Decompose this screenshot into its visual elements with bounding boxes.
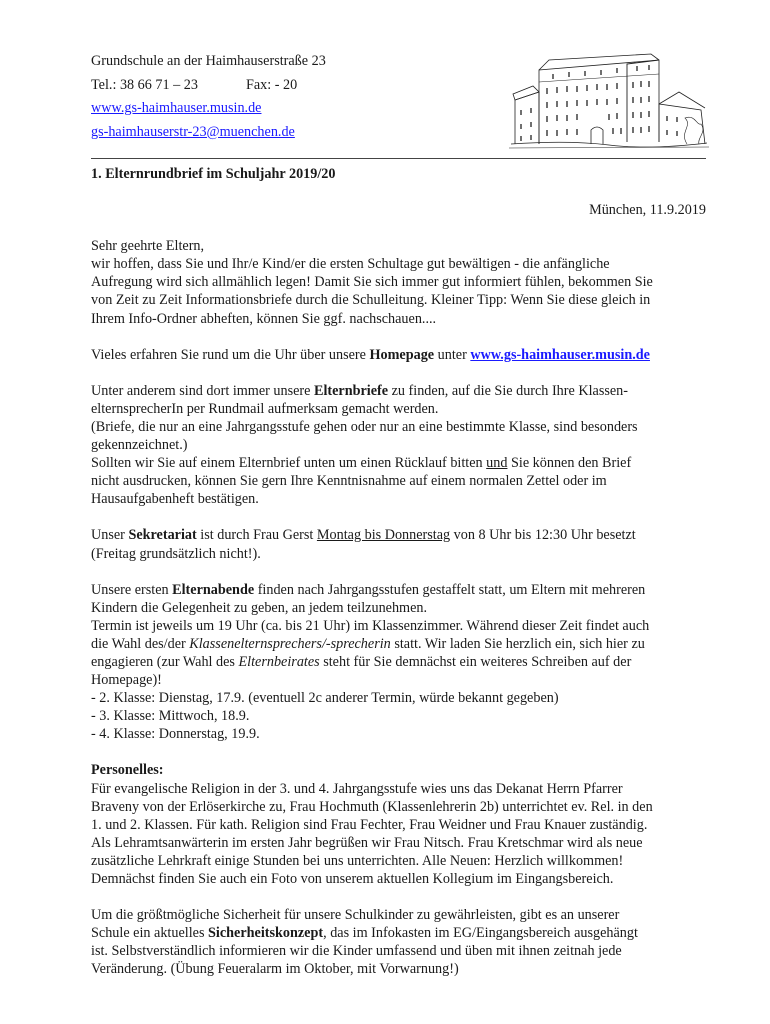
- website-link[interactable]: www.gs-haimhauser.musin.de: [91, 100, 262, 116]
- text-segment: Sie können den Brief: [507, 455, 632, 472]
- text-segment: ist durch Frau Gerst: [196, 527, 317, 544]
- text-line: (Freitag grundsätzlich nicht!).: [91, 545, 261, 562]
- text-segment: finden nach Jahrgangsstufen gestaffelt statt, um Eltern mit mehreren: [254, 581, 646, 598]
- text-line: Als Lehramtsanwärterin im ersten Jahr begrüßen wir Frau Nitsch. Frau Kretschmar wird als neue: [91, 834, 643, 851]
- personelles-paragraph: [91, 761, 706, 888]
- fax-number: Fax: - 20: [245, 76, 298, 93]
- personelles-heading: Personelles:: [91, 762, 164, 779]
- text-line: Hausaufgabenheft bestätigen.: [91, 491, 259, 508]
- school-contact-block: [91, 52, 491, 146]
- text-segment: von 8 Uhr bis 12:30 Uhr besetzt: [450, 527, 636, 544]
- text-segment: die Wahl des/der: [91, 635, 190, 652]
- intro-paragraph: [91, 237, 706, 327]
- elternbriefe-paragraph: [91, 382, 706, 509]
- office-days: Montag bis Donnerstag: [316, 527, 451, 544]
- text-segment: engagieren (zur Wahl des: [91, 653, 239, 670]
- elternabende-label: Elternabende: [172, 581, 255, 598]
- text-line: 1. und 2. Klassen. Für kath. Religion sind Frau Fechter, Frau Weidner und Frau Knauer zuständig.: [91, 816, 648, 833]
- text-line: Ihrem Info-Ordner abheften, können Sie ggf. nachschauen....: [91, 310, 437, 327]
- schedule-item: - 4. Klasse: Donnerstag, 19.9.: [91, 726, 260, 743]
- text-segment: zu finden, auf die Sie durch Ihre Klassen-: [388, 382, 628, 399]
- schedule-item: - 2. Klasse: Dienstag, 17.9. (eventuell 2c anderer Termin, würde bekannt gegeben): [91, 690, 559, 707]
- sekretariat-label: Sekretariat: [128, 527, 197, 544]
- homepage-link[interactable]: www.gs-haimhauser.musin.de: [470, 346, 650, 363]
- text-line: zusätzliche Lehrkraft einige Stunden bei uns unterrichten. Alle Neuen: Herzlich willkommen!: [91, 852, 624, 869]
- underlined-und: und: [486, 455, 508, 472]
- header-divider: [91, 158, 706, 159]
- letter-title: 1. Elternrundbrief im Schuljahr 2019/20: [91, 166, 336, 182]
- phone-fax-line: [91, 76, 491, 100]
- text-segment: Unsere ersten: [91, 581, 173, 598]
- elternabende-paragraph: [91, 581, 706, 744]
- italic-term: Klassenelternsprechers/-sprecherin: [189, 635, 391, 652]
- schedule-item: - 3. Klasse: Mittwoch, 18.9.: [91, 708, 250, 725]
- homepage-paragraph: [91, 346, 706, 364]
- school-building-illustration: [509, 52, 709, 150]
- text-line: Braveny von der Erlöserkirche zu, Frau Hochmuth (Klassenlehrerin 2b) unterrichtet ev. Rel. in den: [91, 798, 653, 815]
- text-segment: unter: [434, 346, 471, 363]
- letter-date: München, 11.9.2019: [589, 202, 706, 219]
- text-line: von Zeit zu Zeit Informationsbriefe durch die Schulleitung. Kleiner Tipp: Wenn Sie diese gleich in: [91, 292, 651, 309]
- letterhead: [91, 52, 706, 158]
- text-segment: statt. Wir laden Sie herzlich ein, sich hier zu: [390, 635, 645, 652]
- text-segment: Unser: [91, 527, 129, 544]
- text-line: Demnächst finden Sie auch ein Foto von unserem aktuellen Kollegium im Eingangsbereich.: [91, 871, 614, 887]
- text-line: gekennzeichnet.): [91, 437, 188, 454]
- text-segment: Schule ein aktuelles: [91, 925, 209, 942]
- text-segment: Unter anderem sind dort immer unsere: [91, 382, 314, 399]
- text-segment: Sollten wir Sie auf einem Elternbrief unten um einen Rücklauf bitten: [91, 455, 487, 472]
- text-line: Homepage)!: [91, 672, 162, 689]
- email-link[interactable]: gs-haimhauserstr-23@muenchen.de: [91, 123, 295, 140]
- text-segment: steht für Sie demnächst ein weiteres Schreiben auf der: [319, 653, 632, 670]
- text-line: elternsprecherIn per Rundmail aufmerksam gemacht werden.: [91, 400, 439, 417]
- italic-term: Elternbeirates: [238, 653, 320, 670]
- letter-page: [91, 52, 706, 978]
- homepage-label: Homepage: [369, 346, 435, 363]
- text-line: nicht ausdrucken, können Sie gern Ihre Kenntnisnahme auf einem normalen Zettel oder im: [91, 473, 607, 490]
- elternbriefe-label: Elternbriefe: [314, 382, 389, 399]
- text-line: Aufregung wird sich allmählich legen! Damit Sie sich immer gut informiert fühlen, bekommen Sie: [91, 274, 653, 291]
- text-line: (Briefe, die nur an eine Jahrgangsstufe gehen oder nur an eine bestimmte Klasse, sind besonders: [91, 418, 638, 435]
- text-line: ist. Selbstverständlich informieren wir die Kinder umfassend und üben mit ihnen zeitnah jede: [91, 943, 622, 960]
- sicherheitskonzept-label: Sicherheitskonzept: [208, 925, 324, 942]
- phone-number: Tel.: 38 66 71 – 23: [91, 76, 198, 93]
- text-line: Für evangelische Religion in der 3. und 4. Jahrgangsstufe wies uns das Dekanat Herrn Pfarrer: [91, 780, 623, 797]
- sekretariat-paragraph: [91, 526, 706, 562]
- salutation: Sehr geehrte Eltern,: [91, 238, 205, 255]
- text-line: wir hoffen, dass Sie und Ihr/e Kind/er die ersten Schultage gut bewältigen - die anfängliche: [91, 256, 610, 273]
- text-line: Termin ist jeweils um 19 Uhr (ca. bis 21 Uhr) im Klassenzimmer. Während dieser Zeit findet auch: [91, 617, 650, 634]
- text-segment: Vieles erfahren Sie rund um die Uhr über unsere: [91, 346, 370, 363]
- school-name: Grundschule an der Haimhauserstraße 23: [91, 53, 326, 69]
- text-segment: , das im Infokasten im EG/Eingangsbereich ausgehängt: [323, 925, 638, 942]
- text-line: Veränderung. (Übung Feueralarm im Oktober, mit Vorwarnung!): [91, 961, 459, 978]
- sicherheit-paragraph: [91, 906, 706, 978]
- text-line: Um die größtmögliche Sicherheit für unsere Schulkinder zu gewährleisten, gibt es an unserer: [91, 907, 620, 924]
- text-line: Kindern die Gelegenheit zu geben, an jedem teilzunehmen.: [91, 599, 428, 616]
